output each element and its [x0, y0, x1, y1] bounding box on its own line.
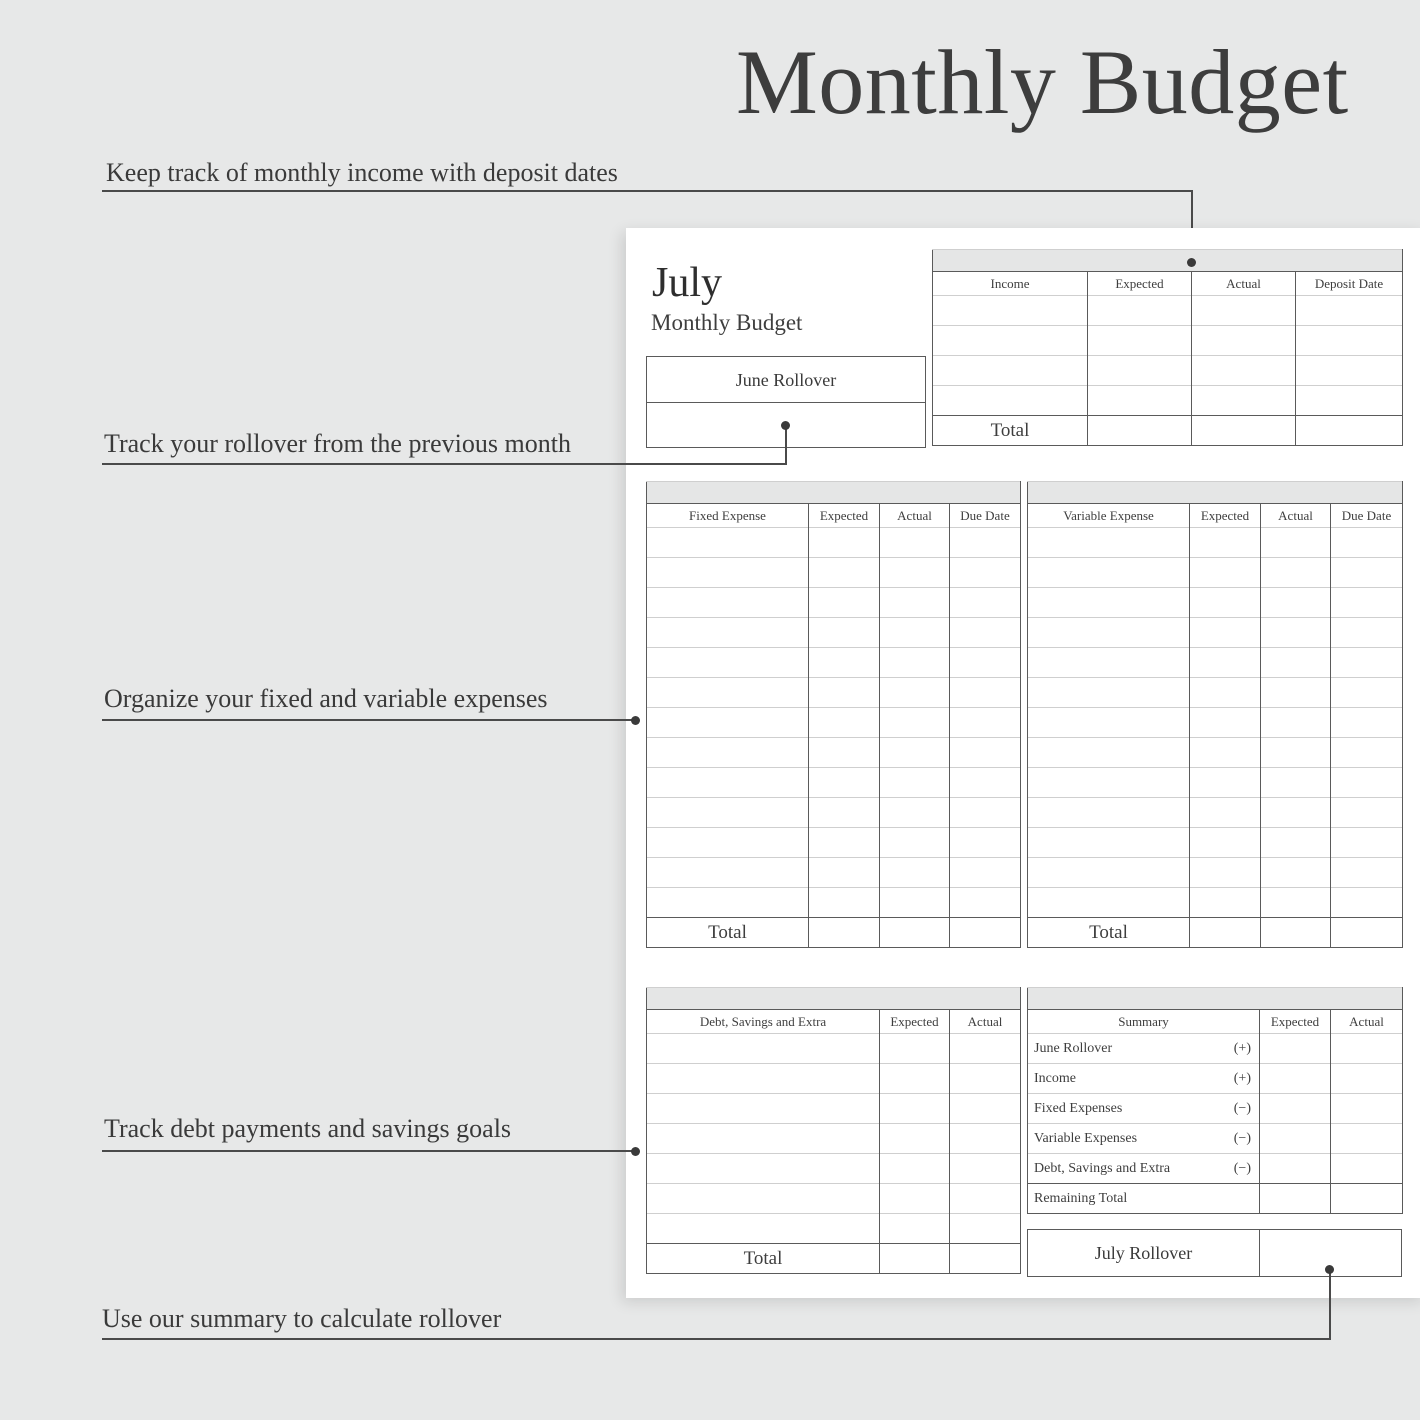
fixed-expense-row-cell[interactable]	[950, 678, 1021, 708]
variable-expense-row	[1028, 558, 1403, 588]
plus-sign: (+)	[1233, 1070, 1251, 1086]
income-row-cell[interactable]	[933, 356, 1088, 386]
variable-expense-row-cell[interactable]	[1261, 888, 1331, 918]
remaining-total-expected[interactable]	[1260, 1184, 1331, 1214]
variable-expense-row-cell[interactable]	[1190, 588, 1261, 618]
variable-expense-row-cell[interactable]	[1261, 828, 1331, 858]
fixed-expense-row-cell[interactable]	[809, 558, 880, 588]
debt-row-cell[interactable]	[647, 1154, 880, 1184]
summary-table-band	[1028, 988, 1403, 1010]
debt-row-cell[interactable]	[880, 1034, 950, 1064]
variable-col-name: Variable Expense	[1028, 504, 1190, 528]
summary-expected-cell[interactable]	[1260, 1034, 1331, 1064]
debt-table-header	[647, 1010, 1021, 1034]
fixed-expense-row-cell[interactable]	[809, 738, 880, 768]
variable-expense-row-cell[interactable]	[1261, 618, 1331, 648]
income-row-cell[interactable]	[1192, 296, 1296, 326]
variable-total-row	[1028, 918, 1403, 948]
debt-total-row	[647, 1244, 1021, 1274]
fixed-col-expected: Expected	[809, 504, 880, 528]
summary-actual-cell[interactable]	[1331, 1034, 1403, 1064]
fixed-expense-row-cell[interactable]	[809, 588, 880, 618]
fixed-expense-row-cell[interactable]	[950, 858, 1021, 888]
variable-expense-row	[1028, 528, 1403, 558]
fixed-total-row	[647, 918, 1021, 948]
fixed-expense-row	[647, 738, 1021, 768]
summary-row	[1028, 1154, 1403, 1184]
fixed-expense-row-cell[interactable]	[647, 708, 809, 738]
callout-summary-connector	[1329, 1270, 1331, 1340]
income-row-cell[interactable]	[1192, 326, 1296, 356]
fixed-table-band	[647, 482, 1021, 504]
variable-expense-row-cell[interactable]	[1261, 648, 1331, 678]
variable-expense-row-cell[interactable]	[1261, 528, 1331, 558]
variable-expense-row-cell[interactable]	[1028, 708, 1190, 738]
variable-expense-row-cell[interactable]	[1331, 768, 1403, 798]
variable-expense-row-cell[interactable]	[1331, 798, 1403, 828]
variable-expense-row	[1028, 738, 1403, 768]
fixed-expense-row	[647, 858, 1021, 888]
fixed-expense-row	[647, 648, 1021, 678]
fixed-expense-row-cell[interactable]	[950, 558, 1021, 588]
fixed-expense-row-cell[interactable]	[880, 888, 950, 918]
remaining-total-actual[interactable]	[1331, 1184, 1403, 1214]
fixed-expense-row-cell[interactable]	[647, 858, 809, 888]
debt-row	[647, 1124, 1021, 1154]
debt-row	[647, 1064, 1021, 1094]
variable-expense-row-cell[interactable]	[1028, 588, 1190, 618]
variable-expense-row-cell[interactable]	[1190, 618, 1261, 648]
variable-expense-row	[1028, 888, 1403, 918]
debt-row-cell[interactable]	[880, 1184, 950, 1214]
variable-total-actual[interactable]	[1261, 918, 1331, 948]
callout-rollover-connector	[785, 425, 787, 465]
income-total-deposit[interactable]	[1296, 416, 1403, 446]
debt-savings-table	[646, 987, 1021, 1274]
income-row-cell[interactable]	[1088, 326, 1192, 356]
variable-expense-row-cell[interactable]	[1028, 798, 1190, 828]
page-title: Monthly Budget	[736, 31, 1349, 133]
variable-expense-row-cell[interactable]	[1190, 888, 1261, 918]
summary-col-name: Summary	[1028, 1010, 1260, 1034]
callout-rollover: Track your rollover from the previous month	[104, 429, 571, 458]
variable-expense-row	[1028, 768, 1403, 798]
summary-expected-cell[interactable]	[1260, 1154, 1331, 1184]
callout-rollover-line	[102, 463, 787, 465]
debt-row-cell[interactable]	[647, 1214, 880, 1244]
fixed-expense-row-cell[interactable]	[880, 558, 950, 588]
variable-expense-row	[1028, 708, 1403, 738]
income-row-cell[interactable]	[1296, 386, 1403, 416]
summary-row	[1028, 1064, 1403, 1094]
variable-expense-row-cell[interactable]	[1331, 678, 1403, 708]
fixed-expense-row-cell[interactable]	[950, 588, 1021, 618]
fixed-col-actual: Actual	[880, 504, 950, 528]
callout-expenses-line	[102, 719, 636, 721]
debt-row-cell[interactable]	[647, 1184, 880, 1214]
debt-row-cell[interactable]	[950, 1124, 1021, 1154]
income-row-cell[interactable]	[1192, 386, 1296, 416]
fixed-expense-row-cell[interactable]	[950, 768, 1021, 798]
income-row	[933, 356, 1403, 386]
debt-total-expected[interactable]	[880, 1244, 950, 1274]
callout-rollover-dot	[781, 421, 790, 430]
summary-row	[1028, 1124, 1403, 1154]
debt-row-cell[interactable]	[647, 1064, 880, 1094]
income-row-cell[interactable]	[933, 296, 1088, 326]
variable-expense-row-cell[interactable]	[1028, 648, 1190, 678]
variable-table-band	[1028, 482, 1403, 504]
fixed-expense-row-cell[interactable]	[647, 588, 809, 618]
fixed-expense-row-cell[interactable]	[647, 558, 809, 588]
callout-expenses-dot	[631, 716, 640, 725]
income-row-cell[interactable]	[1088, 356, 1192, 386]
income-row-cell[interactable]	[933, 326, 1088, 356]
fixed-expense-row-cell[interactable]	[950, 828, 1021, 858]
fixed-expense-row-cell[interactable]	[950, 708, 1021, 738]
callout-debt-line	[102, 1150, 636, 1152]
variable-total-due[interactable]	[1331, 918, 1403, 948]
debt-row	[647, 1184, 1021, 1214]
income-row-cell[interactable]	[1296, 296, 1403, 326]
debt-row-cell[interactable]	[950, 1064, 1021, 1094]
income-row-cell[interactable]	[1192, 356, 1296, 386]
variable-expense-row	[1028, 648, 1403, 678]
variable-expense-row-cell[interactable]	[1028, 618, 1190, 648]
income-row-cell[interactable]	[1088, 296, 1192, 326]
summary-col-actual: Actual	[1331, 1010, 1403, 1034]
fixed-expense-row-cell[interactable]	[950, 528, 1021, 558]
variable-expense-row-cell[interactable]	[1190, 648, 1261, 678]
fixed-expense-row-cell[interactable]	[647, 888, 809, 918]
variable-expense-row-cell[interactable]	[1261, 858, 1331, 888]
fixed-expense-row-cell[interactable]	[950, 648, 1021, 678]
fixed-expense-row-cell[interactable]	[880, 678, 950, 708]
fixed-expense-row-cell[interactable]	[880, 528, 950, 558]
variable-expense-row-cell[interactable]	[1261, 588, 1331, 618]
summary-actual-cell[interactable]	[1331, 1124, 1403, 1154]
fixed-expense-row-cell[interactable]	[880, 828, 950, 858]
debt-row-cell[interactable]	[647, 1034, 880, 1064]
variable-expense-row	[1028, 858, 1403, 888]
fixed-expense-row	[647, 828, 1021, 858]
debt-row-cell[interactable]	[950, 1214, 1021, 1244]
variable-expense-row-cell[interactable]	[1261, 798, 1331, 828]
debt-row-cell[interactable]	[647, 1094, 880, 1124]
income-col-income: Income	[933, 272, 1088, 296]
callout-income-dot	[1187, 258, 1196, 267]
income-col-expected: Expected	[1088, 272, 1192, 296]
variable-expense-row-cell[interactable]	[1190, 558, 1261, 588]
debt-row-cell[interactable]	[950, 1184, 1021, 1214]
debt-row-cell[interactable]	[950, 1034, 1021, 1064]
sheet-month: July	[652, 260, 723, 306]
fixed-expense-row-cell[interactable]	[647, 618, 809, 648]
fixed-expense-row-cell[interactable]	[647, 768, 809, 798]
income-row-cell[interactable]	[933, 386, 1088, 416]
variable-expense-row-cell[interactable]	[1331, 738, 1403, 768]
remaining-total-label: Remaining Total	[1028, 1184, 1260, 1214]
income-row-cell[interactable]	[1296, 326, 1403, 356]
variable-expense-row-cell[interactable]	[1028, 828, 1190, 858]
debt-row	[647, 1094, 1021, 1124]
fixed-total-expected[interactable]	[809, 918, 880, 948]
fixed-expense-row-cell[interactable]	[950, 798, 1021, 828]
debt-table-band	[647, 988, 1021, 1010]
debt-row-cell[interactable]	[647, 1124, 880, 1154]
variable-expense-row-cell[interactable]	[1190, 798, 1261, 828]
variable-expense-row	[1028, 678, 1403, 708]
fixed-expense-row-cell[interactable]	[809, 648, 880, 678]
variable-expense-row-cell[interactable]	[1331, 858, 1403, 888]
variable-expense-row-cell[interactable]	[1028, 888, 1190, 918]
plus-sign: (+)	[1233, 1040, 1251, 1056]
summary-actual-cell[interactable]	[1331, 1154, 1403, 1184]
variable-total-expected[interactable]	[1190, 918, 1261, 948]
summary-row-label: Fixed Expenses	[1034, 1100, 1123, 1116]
variable-expense-row-cell[interactable]	[1190, 528, 1261, 558]
summary-expected-cell[interactable]	[1260, 1124, 1331, 1154]
minus-sign: (−)	[1233, 1130, 1251, 1146]
income-table-header	[933, 272, 1403, 296]
debt-total-actual[interactable]	[950, 1244, 1021, 1274]
fixed-expense-row	[647, 678, 1021, 708]
variable-expense-row-cell[interactable]	[1331, 648, 1403, 678]
debt-col-expected: Expected	[880, 1010, 950, 1034]
variable-expense-row-cell[interactable]	[1261, 738, 1331, 768]
next-rollover-label: July Rollover	[1094, 1243, 1193, 1263]
variable-expense-row-cell[interactable]	[1190, 738, 1261, 768]
variable-expense-row	[1028, 798, 1403, 828]
fixed-total-due[interactable]	[950, 918, 1021, 948]
variable-expense-row-cell[interactable]	[1261, 708, 1331, 738]
callout-summary-dot	[1325, 1265, 1334, 1274]
prev-rollover-header	[647, 357, 925, 403]
fixed-expense-table	[646, 481, 1021, 948]
fixed-expense-row-cell[interactable]	[880, 648, 950, 678]
variable-expense-row-cell[interactable]	[1028, 738, 1190, 768]
fixed-expense-row-cell[interactable]	[809, 618, 880, 648]
callout-summary-line	[102, 1338, 1331, 1340]
fixed-total-label: Total	[647, 918, 809, 948]
fixed-expense-row	[647, 768, 1021, 798]
fixed-expense-row-cell[interactable]	[880, 708, 950, 738]
debt-row-cell[interactable]	[880, 1154, 950, 1184]
variable-expense-row-cell[interactable]	[1028, 858, 1190, 888]
callout-income-line	[102, 190, 1193, 192]
summary-row	[1028, 1034, 1403, 1064]
summary-col-expected: Expected	[1260, 1010, 1331, 1034]
income-total-label: Total	[933, 416, 1088, 446]
debt-row	[647, 1034, 1021, 1064]
variable-expense-row-cell[interactable]	[1190, 678, 1261, 708]
fixed-expense-row	[647, 888, 1021, 918]
fixed-expense-row-cell[interactable]	[809, 888, 880, 918]
income-table	[932, 249, 1403, 446]
fixed-expense-row-cell[interactable]	[880, 618, 950, 648]
fixed-col-name: Fixed Expense	[647, 504, 809, 528]
debt-row-cell[interactable]	[880, 1094, 950, 1124]
variable-col-expected: Expected	[1190, 504, 1261, 528]
debt-total-label: Total	[647, 1244, 880, 1274]
variable-expense-row-cell[interactable]	[1261, 558, 1331, 588]
fixed-expense-row-cell[interactable]	[880, 768, 950, 798]
fixed-expense-row-cell[interactable]	[809, 858, 880, 888]
debt-row	[647, 1154, 1021, 1184]
variable-expense-row-cell[interactable]	[1261, 678, 1331, 708]
variable-expense-row	[1028, 828, 1403, 858]
income-row	[933, 386, 1403, 416]
variable-expense-row-cell[interactable]	[1028, 528, 1190, 558]
income-total-row	[933, 416, 1403, 446]
variable-expense-table	[1027, 481, 1403, 948]
income-col-deposit-date: Deposit Date	[1296, 272, 1403, 296]
sheet-subtitle: Monthly Budget	[651, 310, 803, 335]
variable-expense-row-cell[interactable]	[1190, 708, 1261, 738]
variable-expense-row	[1028, 618, 1403, 648]
income-row-cell[interactable]	[1296, 356, 1403, 386]
callout-summary: Use our summary to calculate rollover	[102, 1304, 502, 1333]
income-row-cell[interactable]	[1088, 386, 1192, 416]
fixed-expense-row-cell[interactable]	[950, 738, 1021, 768]
debt-col-name: Debt, Savings and Extra	[647, 1010, 880, 1034]
summary-row-label: Income	[1034, 1070, 1076, 1086]
fixed-expense-row-cell[interactable]	[809, 708, 880, 738]
fixed-expense-row	[647, 618, 1021, 648]
variable-expense-row-cell[interactable]	[1331, 828, 1403, 858]
fixed-col-due-date: Due Date	[950, 504, 1021, 528]
fixed-expense-row	[647, 798, 1021, 828]
variable-expense-row-cell[interactable]	[1028, 558, 1190, 588]
prev-rollover-label: June Rollover	[735, 370, 837, 390]
variable-col-actual: Actual	[1261, 504, 1331, 528]
debt-row-cell[interactable]	[950, 1154, 1021, 1184]
fixed-expense-row	[647, 708, 1021, 738]
fixed-expense-row-cell[interactable]	[647, 528, 809, 558]
variable-expense-row-cell[interactable]	[1190, 858, 1261, 888]
debt-row-cell[interactable]	[880, 1214, 950, 1244]
variable-expense-row-cell[interactable]	[1331, 618, 1403, 648]
debt-row-cell[interactable]	[950, 1094, 1021, 1124]
next-rollover-box	[1027, 1229, 1402, 1277]
summary-expected-cell[interactable]	[1260, 1064, 1331, 1094]
summary-row	[1028, 1094, 1403, 1124]
callout-debt-dot	[631, 1147, 640, 1156]
income-row	[933, 326, 1403, 356]
fixed-expense-row-cell[interactable]	[880, 738, 950, 768]
fixed-expense-row	[647, 528, 1021, 558]
debt-col-actual: Actual	[950, 1010, 1021, 1034]
callout-income: Keep track of monthly income with deposit dates	[106, 158, 618, 187]
summary-row-label: June Rollover	[1034, 1040, 1113, 1056]
fixed-expense-row-cell[interactable]	[880, 858, 950, 888]
variable-col-due-date: Due Date	[1331, 504, 1403, 528]
fixed-total-actual[interactable]	[880, 918, 950, 948]
fixed-expense-row-cell[interactable]	[647, 678, 809, 708]
fixed-expense-row-cell[interactable]	[880, 798, 950, 828]
callout-debt: Track debt payments and savings goals	[104, 1114, 512, 1143]
fixed-expense-row	[647, 588, 1021, 618]
minus-sign: (−)	[1233, 1100, 1251, 1116]
variable-expense-row-cell[interactable]	[1190, 828, 1261, 858]
summary-table-header	[1028, 1010, 1403, 1034]
fixed-expense-row	[647, 558, 1021, 588]
variable-total-label: Total	[1028, 918, 1190, 948]
debt-row	[647, 1214, 1021, 1244]
remaining-total-row	[1028, 1184, 1403, 1214]
variable-expense-row-cell[interactable]	[1331, 888, 1403, 918]
debt-row-cell[interactable]	[880, 1124, 950, 1154]
variable-expense-row-cell[interactable]	[1028, 678, 1190, 708]
summary-table	[1027, 987, 1403, 1214]
fixed-table-header	[647, 504, 1021, 528]
summary-actual-cell[interactable]	[1331, 1064, 1403, 1094]
fixed-expense-row-cell[interactable]	[809, 798, 880, 828]
fixed-expense-row-cell[interactable]	[647, 828, 809, 858]
variable-expense-row-cell[interactable]	[1028, 768, 1190, 798]
callout-expenses: Organize your fixed and variable expenses	[104, 684, 548, 713]
fixed-expense-row-cell[interactable]	[950, 888, 1021, 918]
variable-expense-row-cell[interactable]	[1331, 708, 1403, 738]
variable-table-header	[1028, 504, 1403, 528]
summary-row-label: Variable Expenses	[1034, 1130, 1138, 1146]
income-total-actual[interactable]	[1192, 416, 1296, 446]
fixed-expense-row-cell[interactable]	[647, 798, 809, 828]
income-col-actual: Actual	[1192, 272, 1296, 296]
fixed-expense-row-cell[interactable]	[809, 528, 880, 558]
variable-expense-row-cell[interactable]	[1331, 558, 1403, 588]
fixed-expense-row-cell[interactable]	[647, 738, 809, 768]
debt-row-cell[interactable]	[880, 1064, 950, 1094]
fixed-expense-row-cell[interactable]	[880, 588, 950, 618]
fixed-expense-row-cell[interactable]	[647, 648, 809, 678]
fixed-expense-row-cell[interactable]	[809, 768, 880, 798]
summary-actual-cell[interactable]	[1331, 1094, 1403, 1124]
variable-expense-row-cell[interactable]	[1261, 768, 1331, 798]
fixed-expense-row-cell[interactable]	[809, 828, 880, 858]
fixed-expense-row-cell[interactable]	[950, 618, 1021, 648]
variable-expense-row-cell[interactable]	[1190, 768, 1261, 798]
income-table-band	[933, 250, 1403, 272]
variable-expense-row-cell[interactable]	[1331, 528, 1403, 558]
variable-expense-row-cell[interactable]	[1331, 588, 1403, 618]
income-total-expected[interactable]	[1088, 416, 1192, 446]
summary-expected-cell[interactable]	[1260, 1094, 1331, 1124]
fixed-expense-row-cell[interactable]	[809, 678, 880, 708]
variable-expense-row	[1028, 588, 1403, 618]
summary-row-label: Debt, Savings and Extra	[1034, 1160, 1171, 1176]
income-row	[933, 296, 1403, 326]
minus-sign: (−)	[1233, 1160, 1251, 1176]
next-rollover-label-cell	[1028, 1230, 1260, 1276]
